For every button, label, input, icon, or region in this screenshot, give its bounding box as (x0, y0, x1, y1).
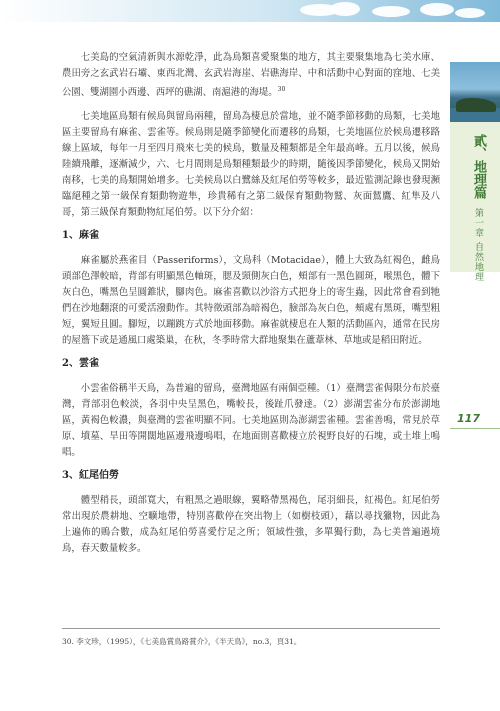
footnote: 30. 李文珍，（1995），《七美島賞鳥路賞介》，《半天鳥》，no.3，頁31。 (62, 637, 302, 646)
page-number-rule (450, 428, 500, 429)
chapter-label: 第一章 自然地理 (473, 208, 483, 282)
section-text-skylark: 小雲雀俗稱半天鳥，為普遍的留鳥，臺灣地區有兩個亞種。（1）臺灣雲雀侷限分布於臺灣，背部羽色較淡，各羽中央呈黑色，嘴較長，後趾爪發達。（2）澎湖雲雀分布於澎湖地區，黃褐色較濃，與臺灣的雲雀明顯不同。七美地區則為澎湖雲雀種。雲雀善鳴，常見於草原、墳墓、旱田等開闊地區邊飛邊鳴唱，在地面則喜歡棲立於視野良好的石塊，或土堆上鳴唱。 (62, 383, 440, 459)
coastal-rock-photo (450, 62, 500, 122)
section-title: 貳、地理篇 (471, 134, 486, 199)
page-number: 117 (457, 412, 480, 425)
footnote-ref: 30 (277, 86, 286, 93)
intro-text: 七美島的空氣清新與水源乾淨，此為鳥類喜愛聚集的地方，其主要聚集地為七美水庫、農田旁之玄武岩石壩、東西北灣、玄武岩海崖、岩礁海岸、中和活動中心對面的窪地、七美公園、雙湖園小西邊、西坪的礁湖、南滬港的海堤。 (62, 52, 440, 99)
section-heading-shrike: 3、紅尾伯勞 (62, 470, 119, 482)
cloud-decoration (372, 6, 410, 17)
footnote-divider (62, 628, 440, 629)
section-heading-sparrow: 1、麻雀 (62, 230, 99, 242)
overview-paragraph: 七美地區鳥類有候鳥與留鳥兩種，留鳥為棲息於當地，並不隨季節移動的鳥類，七美地區主要留鳥有麻雀、雲雀等。候鳥則是隨季節變化而遷移的鳥類，七美地區位於候鳥遷移路線上區域，每年一月至四月飛來七美的候鳥，數量及種類都是全年最高峰。五月以後，候鳥陸續飛離，逐漸減少，六、七月間則是鳥類種類最少的時期，隨後因季節變化，候鳥又開始南移，七美的鳥類開始增多。七美候鳥以白鷺絲及紅尾伯勞等較多，最近監測記錄也發現瀕臨絕種之第一級保育類動物遊隼，珍貴稀有之第二級保育類動物鷲、灰面鵟鷹、紅隼及八哥，第三級保育類動物紅尾伯勞。以下分介紹： (62, 111, 440, 219)
photo-rock (456, 98, 496, 112)
section-heading-skylark: 2、雲雀 (62, 358, 99, 370)
cloud-decoration (330, 2, 360, 16)
main-content (62, 50, 440, 565)
cloud-decoration (455, 8, 485, 18)
cloud-decoration (420, 3, 454, 16)
section-text-shrike: 體型稍長，頭部寬大，有粗黑之過眼線，翼略帶黑褐色，尾羽細長，紅褐色。紅尾伯勞常出現於農耕地、空曠地帶，特別喜歡停在突出物上（如樹枝頭），藉以尋找獵物，因此為上遍佈的鵙合數，成為紅尾伯勞喜愛佇足之所；領域性強，多單獨行動，為七美普遍過境鳥，春天數量較多。 (62, 495, 440, 555)
section-text-sparrow: 麻雀屬於燕雀目（Passeriforms），文鳥科（Motacidae），體上大致為紅褐色，雌鳥頭部色澤較暗，背部有明顯黑色軸斑，腮及頸側灰白色，頰部有一黑色圓斑，喉黑色，體下灰白色，嘴黑色呈圓錐狀，腳肉色。麻雀喜歡以沙浴方式把身上的寄生蟲，因此常會看到牠們在沙地翻滾的可愛活潑動作。其特徵頭部為暗褐色，臉部為灰白色，頰處有黑斑，嘴型粗短，翼短且圓。腳短，以蹦跳方式於地面移動。麻雀就棲息在人類的活動區內，通常在民房的屋簷下或是通風口處築巢，在秋，冬季時常大群地聚集在蘆葦林、草地或是稻田附近。 (62, 255, 440, 347)
intro-paragraph (62, 50, 440, 101)
